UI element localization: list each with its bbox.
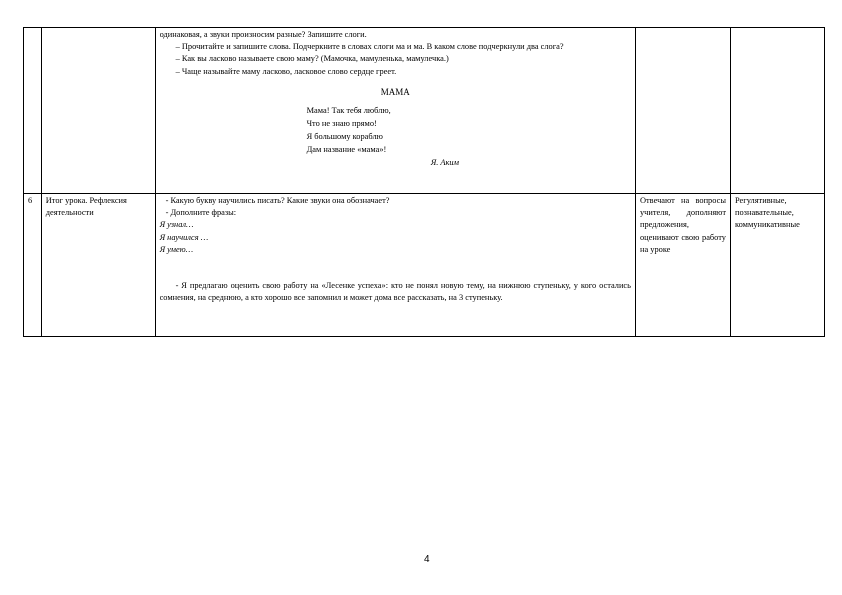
spacer [160, 256, 631, 280]
text-line: – Чаще называйте маму ласково, ласковое слово сердце греет. [175, 66, 397, 76]
phrase-line: Я узнал… [159, 220, 194, 230]
poem-line: Дам название «мама»! [306, 145, 387, 155]
text-line: – Прочитайте и запишите слова. Подчеркните в словах слоги ма и ма. В каком слове подчеркнули два слога? [175, 42, 564, 52]
stage-cell [41, 28, 155, 194]
student-activity-cell: Отвечают на вопросы учителя, дополняют предложения, оценивают свою работу на уроке [635, 194, 730, 337]
page-number: 4 [424, 554, 430, 565]
text-line: - Какую букву научились писать? Какие звуки она обозначает? [165, 196, 390, 205]
lesson-table [23, 27, 825, 337]
text-line: - Дополните фразы: [165, 208, 237, 218]
poem-author: Я. Аким [430, 158, 459, 168]
poem-line: Я большому кораблю [306, 132, 383, 142]
poem-title: МАМА [380, 86, 410, 97]
stage-cell: Итог урока. Рефлексия деятельности [41, 194, 155, 337]
text-line: – Как вы ласково называете свою маму? (Мамочка, мамуленька, мамулечка.) [175, 54, 449, 64]
teacher-activity-cell [155, 194, 635, 337]
text-line: одинаковая, а звуки произносим разные? Запишите слоги. [159, 30, 367, 39]
poem-line: Что не знаю прямо! [306, 119, 377, 129]
poem-line: Мама! Так тебя люблю, [306, 106, 391, 116]
row-number-cell [24, 28, 42, 194]
uud-cell: Регулятивные, познавательные, коммуникативные [731, 194, 825, 337]
text-line: - Я предлагаю оценить свою работу на «Лесенке успеха»: кто не понял новую тему, на нижнюю ступеньку, у кого остались сомнения, на среднюю, а кто хорошо все запомнил и может дома все рассказать, на 3 ступеньку. [159, 281, 631, 303]
poem [160, 86, 631, 169]
phrase-line: Я научился … [159, 232, 209, 242]
row-number-cell: 6 [24, 194, 42, 337]
student-activity-cell [635, 28, 730, 194]
table-row [24, 28, 825, 194]
uud-cell [731, 28, 825, 194]
phrase-line: Я умею… [159, 244, 194, 254]
teacher-activity-cell [155, 28, 635, 194]
table-row [24, 194, 825, 337]
